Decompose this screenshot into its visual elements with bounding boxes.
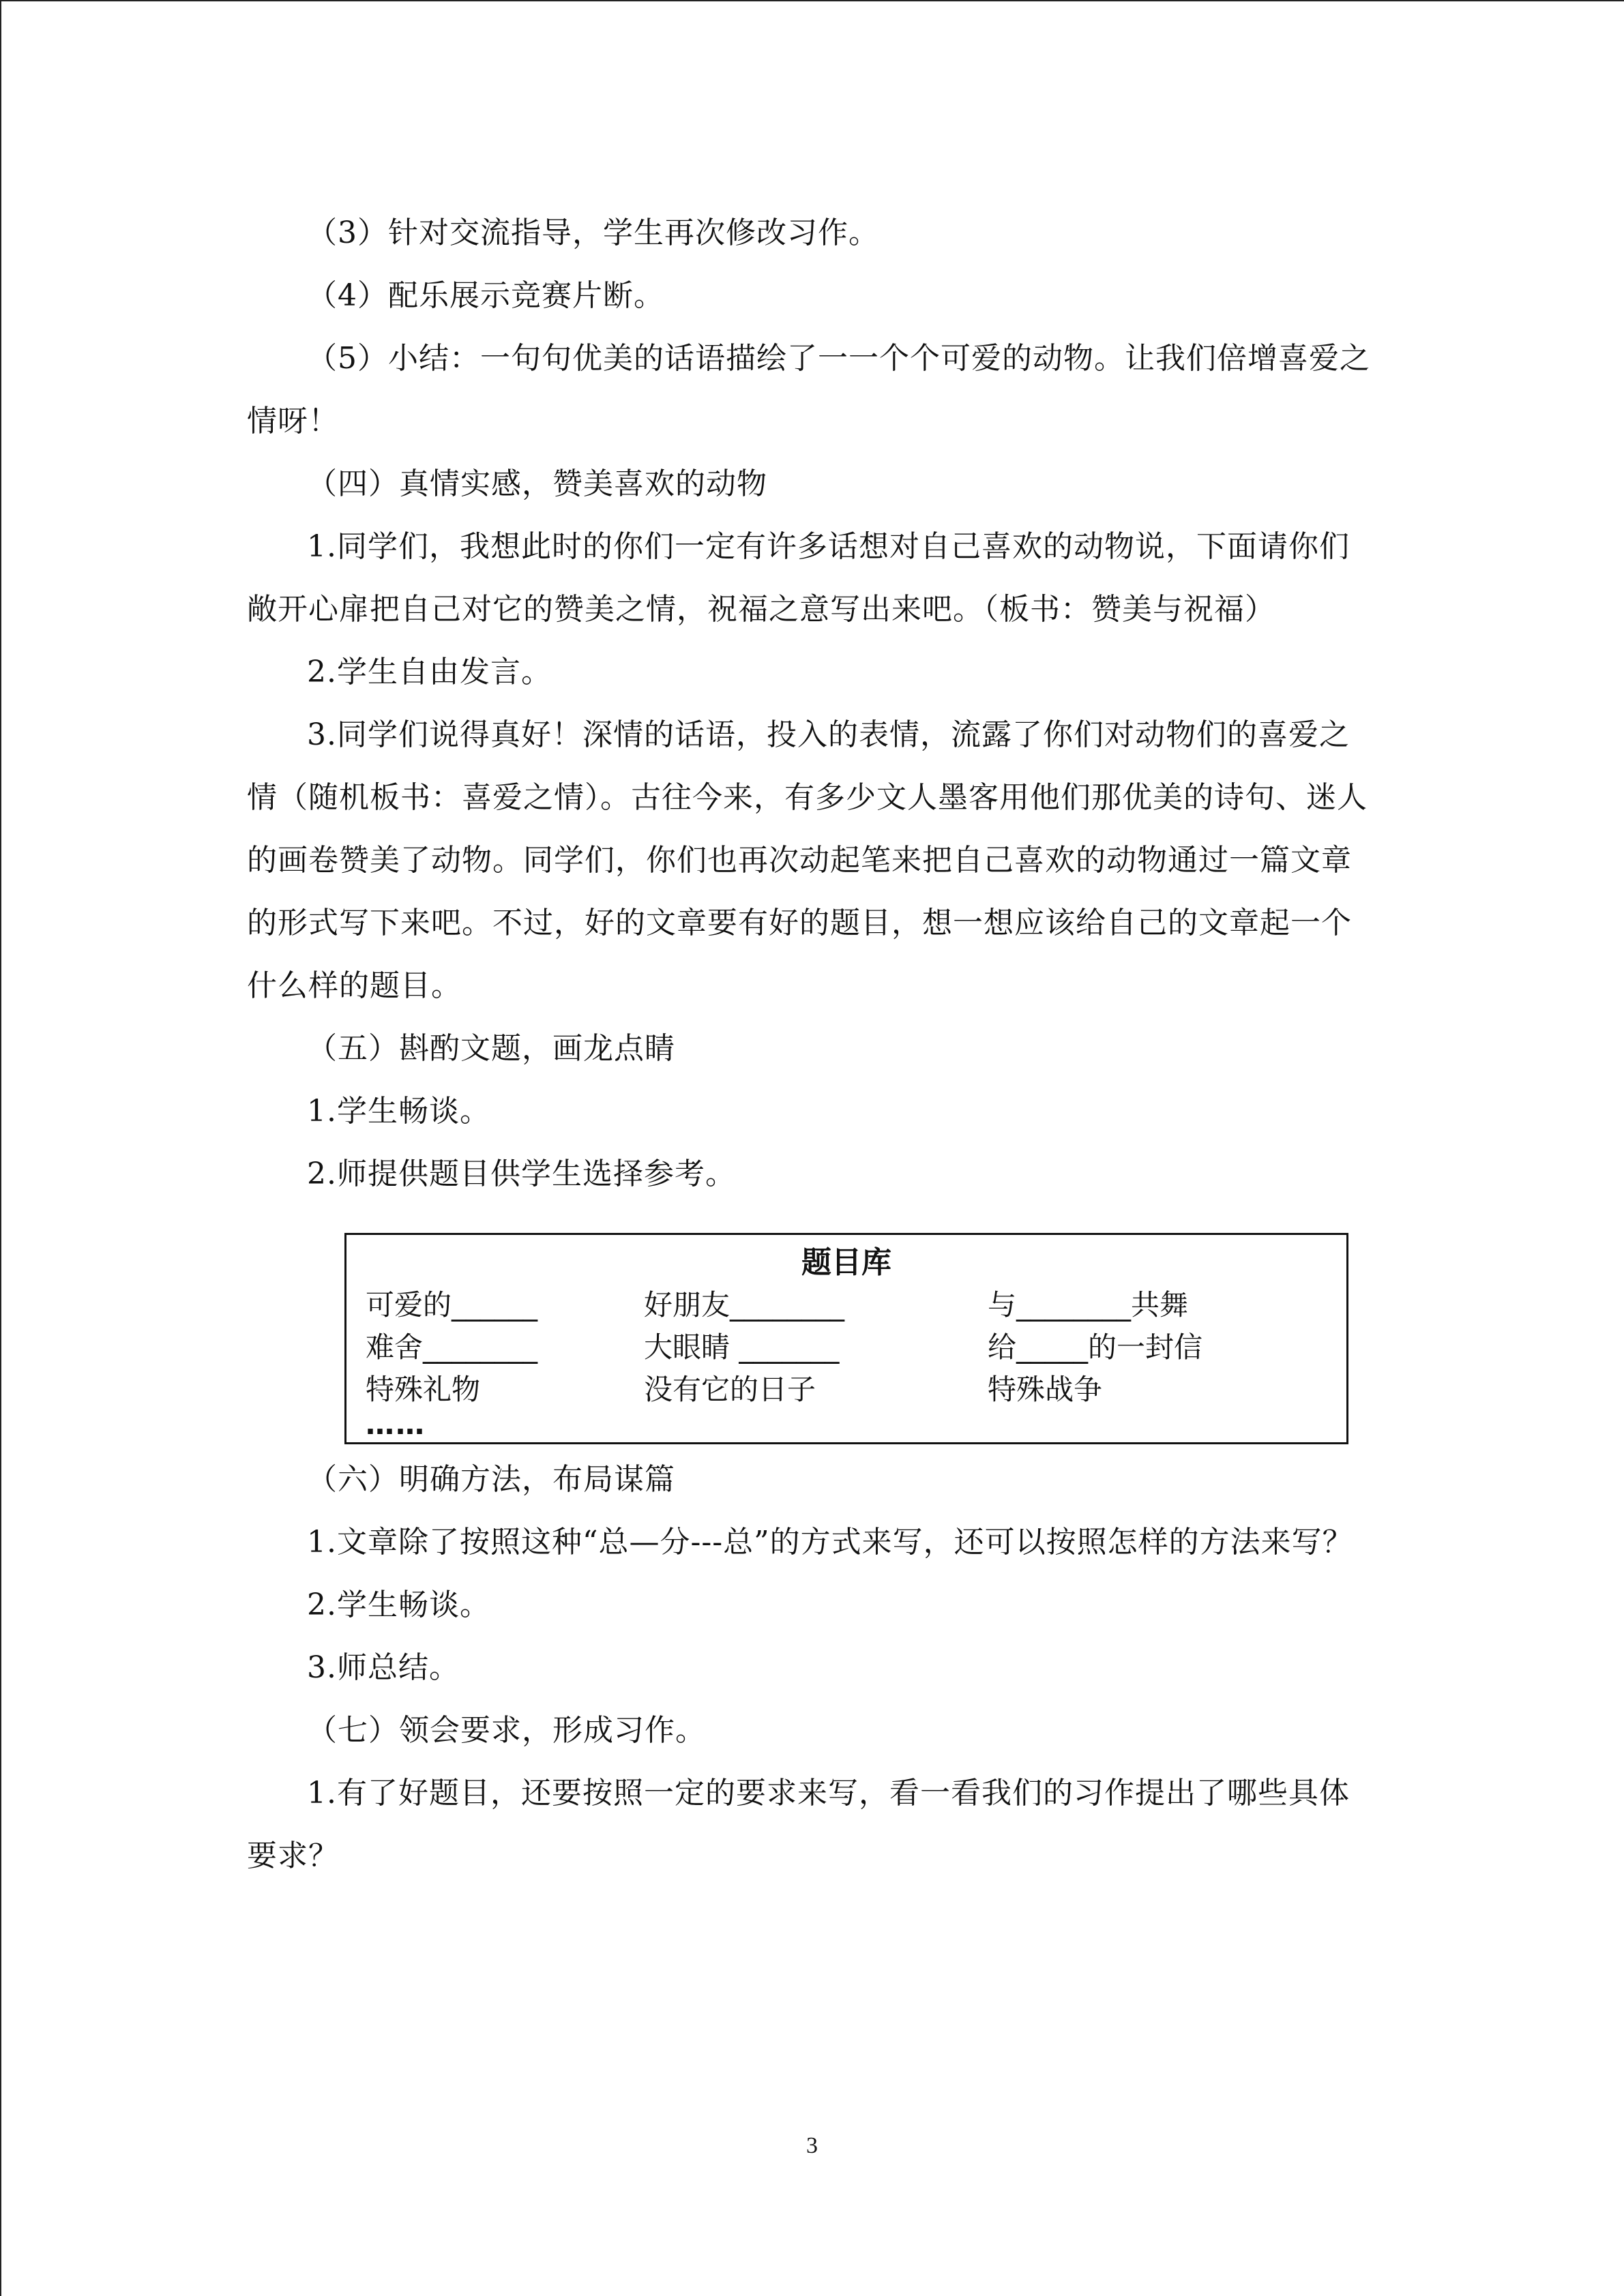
section-heading: （六）明确方法，布局谋篇 bbox=[307, 1462, 675, 1497]
paragraph: 1.文章除了按照这种“总—分---总”的方式来写，还可以按照怎样的方法来写？ bbox=[307, 1525, 1353, 1560]
paragraph: 3.师总结。 bbox=[307, 1650, 460, 1685]
section-heading: （四）真情实感，赞美喜欢的动物 bbox=[307, 466, 767, 501]
section-heading: （七）领会要求，形成习作。 bbox=[307, 1713, 706, 1748]
paragraph: 2.学生畅谈。 bbox=[307, 1587, 490, 1622]
page-number: 3 bbox=[806, 2133, 818, 2158]
paragraph: 3.同学们说得真好！深情的话语，投入的表情，流露了你们对动物们的喜爱之情（随机板书：喜爱之情）。古往今来，有多少文人墨客用他们那优美的诗句、迷人的画卷赞美了动物。同学们，你们也再次动起笔来把自己喜欢的动物通过一篇文章的形式写下来吧。不过，好的文章要有好的题目，想一想应该给自己的文章起一个什么样的题目。 bbox=[247, 717, 1368, 1003]
paragraph: （5）小结：一句句优美的话语描绘了一一个个可爱的动物。让我们倍增喜爱之情呀！ bbox=[247, 341, 1370, 438]
paragraph: 1.同学们，我想此时的你们一定有许多话想对自己喜欢的动物说，下面请你们敞开心扉把自己对它的赞美之情，祝福之意写出来吧。（板书：赞美与祝福） bbox=[247, 529, 1350, 627]
paragraph: 2.师提供题目供学生选择参考。 bbox=[307, 1157, 736, 1191]
paragraph: 1.学生畅谈。 bbox=[307, 1094, 490, 1129]
paragraph: 2.学生自由发言。 bbox=[307, 655, 552, 689]
title-option: 大眼睛 _______ bbox=[644, 1330, 840, 1364]
paragraph: 1.有了好题目，还要按照一定的要求来写，看一看我们的习作提出了哪些具体要求？ bbox=[247, 1776, 1350, 1873]
title-option: 好朋友________ bbox=[644, 1288, 845, 1322]
title-option: 没有它的日子 bbox=[644, 1373, 816, 1406]
title-bank-box bbox=[344, 1233, 1348, 1444]
title-option: 给_____的一封信 bbox=[988, 1330, 1203, 1364]
document-body bbox=[247, 202, 1377, 1888]
title-option: 特殊礼物 bbox=[366, 1373, 481, 1406]
title-bank-row bbox=[366, 1284, 1327, 1326]
paragraph: （4）配乐展示竞赛片断。 bbox=[307, 278, 664, 313]
title-bank-heading: 题目库 bbox=[801, 1245, 891, 1280]
title-bank-row bbox=[366, 1326, 1327, 1369]
title-option: 与________共舞 bbox=[988, 1288, 1189, 1322]
title-bank-ellipsis: …… bbox=[366, 1407, 426, 1441]
paragraph: （3）针对交流指导，学生再次修改习作。 bbox=[307, 215, 879, 250]
title-bank-row bbox=[366, 1369, 1327, 1411]
title-option: 难舍________ bbox=[366, 1330, 538, 1364]
section-heading: （五）斟酌文题，画龙点睛 bbox=[307, 1031, 675, 1066]
title-option: 可爱的______ bbox=[366, 1288, 538, 1322]
title-option: 特殊战争 bbox=[988, 1373, 1103, 1406]
